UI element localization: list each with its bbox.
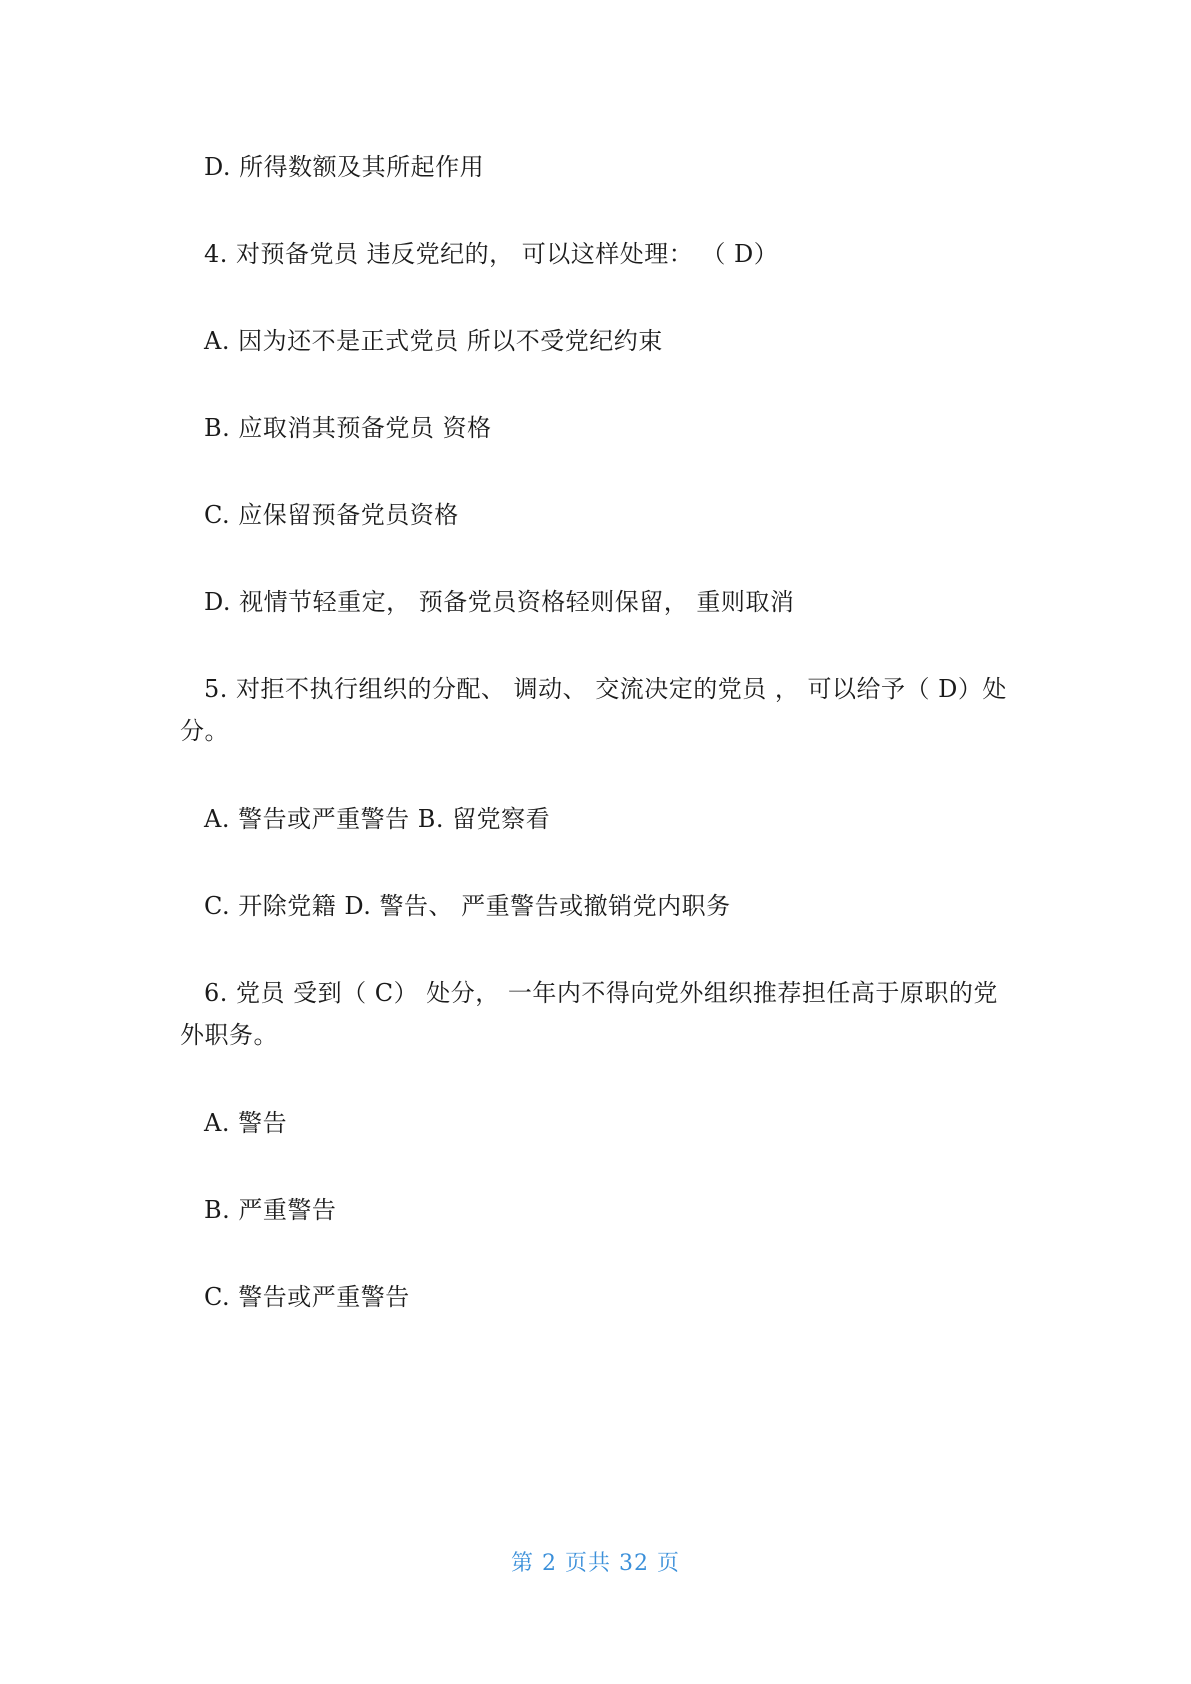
page-number-footer: 第 2 页共 32 页 [511,1551,680,1576]
option-line: D. 所得数额及其所起作用 [204,153,485,181]
question-line: 6. 党员 受到（ C） 处分， 一年内不得向党外组织推荐担任高于原职的党 [204,979,998,1007]
option-line: C. 警告或严重警告 [204,1283,410,1311]
question-line-continued: 分。 [180,717,229,745]
option-line: C. 开除党籍 D. 警告、 严重警告或撤销党内职务 [204,892,731,920]
option-line: B. 应取消其预备党员 资格 [204,414,492,442]
question-line-continued: 外职务。 [180,1021,278,1049]
question-line: 4. 对预备党员 违反党纪的， 可以这样处理： （ D） [204,240,779,268]
option-line: B. 严重警告 [204,1196,337,1224]
option-line: D. 视情节轻重定， 预备党员资格轻则保留， 重则取消 [204,588,795,616]
option-line: A. 因为还不是正式党员 所以不受党纪约束 [204,327,663,355]
option-line: C. 应保留预备党员资格 [204,501,459,529]
option-line: A. 警告 [204,1109,288,1137]
option-line: A. 警告或严重警告 B. 留党察看 [204,805,551,833]
question-line: 5. 对拒不执行组织的分配、 调动、 交流决定的党员 ， 可以给予（ D）处 [204,675,1007,703]
